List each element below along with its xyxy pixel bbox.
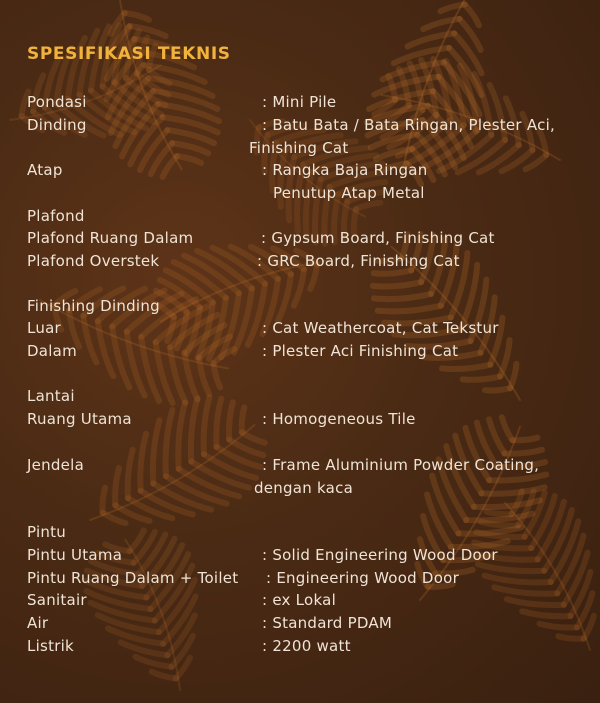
- spec-label: Plafond Ruang Dalam: [27, 229, 194, 247]
- spec-label: Air: [27, 614, 49, 632]
- spec-label: Luar: [27, 319, 61, 337]
- spec-value: : Homogeneous Tile: [262, 410, 416, 428]
- spec-section-heading: Pintu: [27, 523, 67, 541]
- spec-section-heading: Plafond: [27, 207, 85, 225]
- spec-value: : Solid Engineering Wood Door: [262, 546, 498, 564]
- spec-value: : Gypsum Board, Finishing Cat: [261, 229, 495, 247]
- spec-value: : GRC Board, Finishing Cat: [257, 252, 460, 270]
- spec-label: Plafond Overstek: [27, 252, 160, 270]
- spec-label: Ruang Utama: [27, 410, 132, 428]
- spec-value: : Mini Pile: [262, 93, 337, 111]
- page-title: SPESIFIKASI TEKNIS: [27, 44, 231, 64]
- spec-value-continuation: dengan kaca: [254, 479, 354, 497]
- spec-value: : Cat Weathercoat, Cat Tekstur: [262, 319, 499, 337]
- spec-section-heading: Finishing Dinding: [27, 297, 160, 315]
- spec-label: Pintu Ruang Dalam + Toilet: [27, 569, 239, 587]
- spec-value: : Batu Bata / Bata Ringan, Plester Aci,: [262, 116, 556, 134]
- spec-label: Dinding: [27, 116, 87, 134]
- spec-label: Dalam: [27, 342, 77, 360]
- spec-value-continuation: Finishing Cat: [249, 139, 349, 157]
- spec-value: : Rangka Baja Ringan: [262, 161, 428, 179]
- spec-label: Sanitair: [27, 591, 87, 609]
- spec-label: Pondasi: [27, 93, 87, 111]
- spec-label: Listrik: [27, 637, 74, 655]
- spec-value: : Standard PDAM: [262, 614, 393, 632]
- spec-value-continuation: Penutup Atap Metal: [273, 184, 425, 202]
- spec-label: Atap: [27, 161, 63, 179]
- spec-section-heading: Lantai: [27, 387, 75, 405]
- spec-value: : Engineering Wood Door: [266, 569, 460, 587]
- spec-value: : 2200 watt: [262, 637, 351, 655]
- spec-label: Jendela: [27, 456, 85, 474]
- spec-label: Pintu Utama: [27, 546, 123, 564]
- spec-value: : Plester Aci Finishing Cat: [262, 342, 459, 360]
- spec-value: : ex Lokal: [262, 591, 336, 609]
- spec-value: : Frame Aluminium Powder Coating,: [262, 456, 540, 474]
